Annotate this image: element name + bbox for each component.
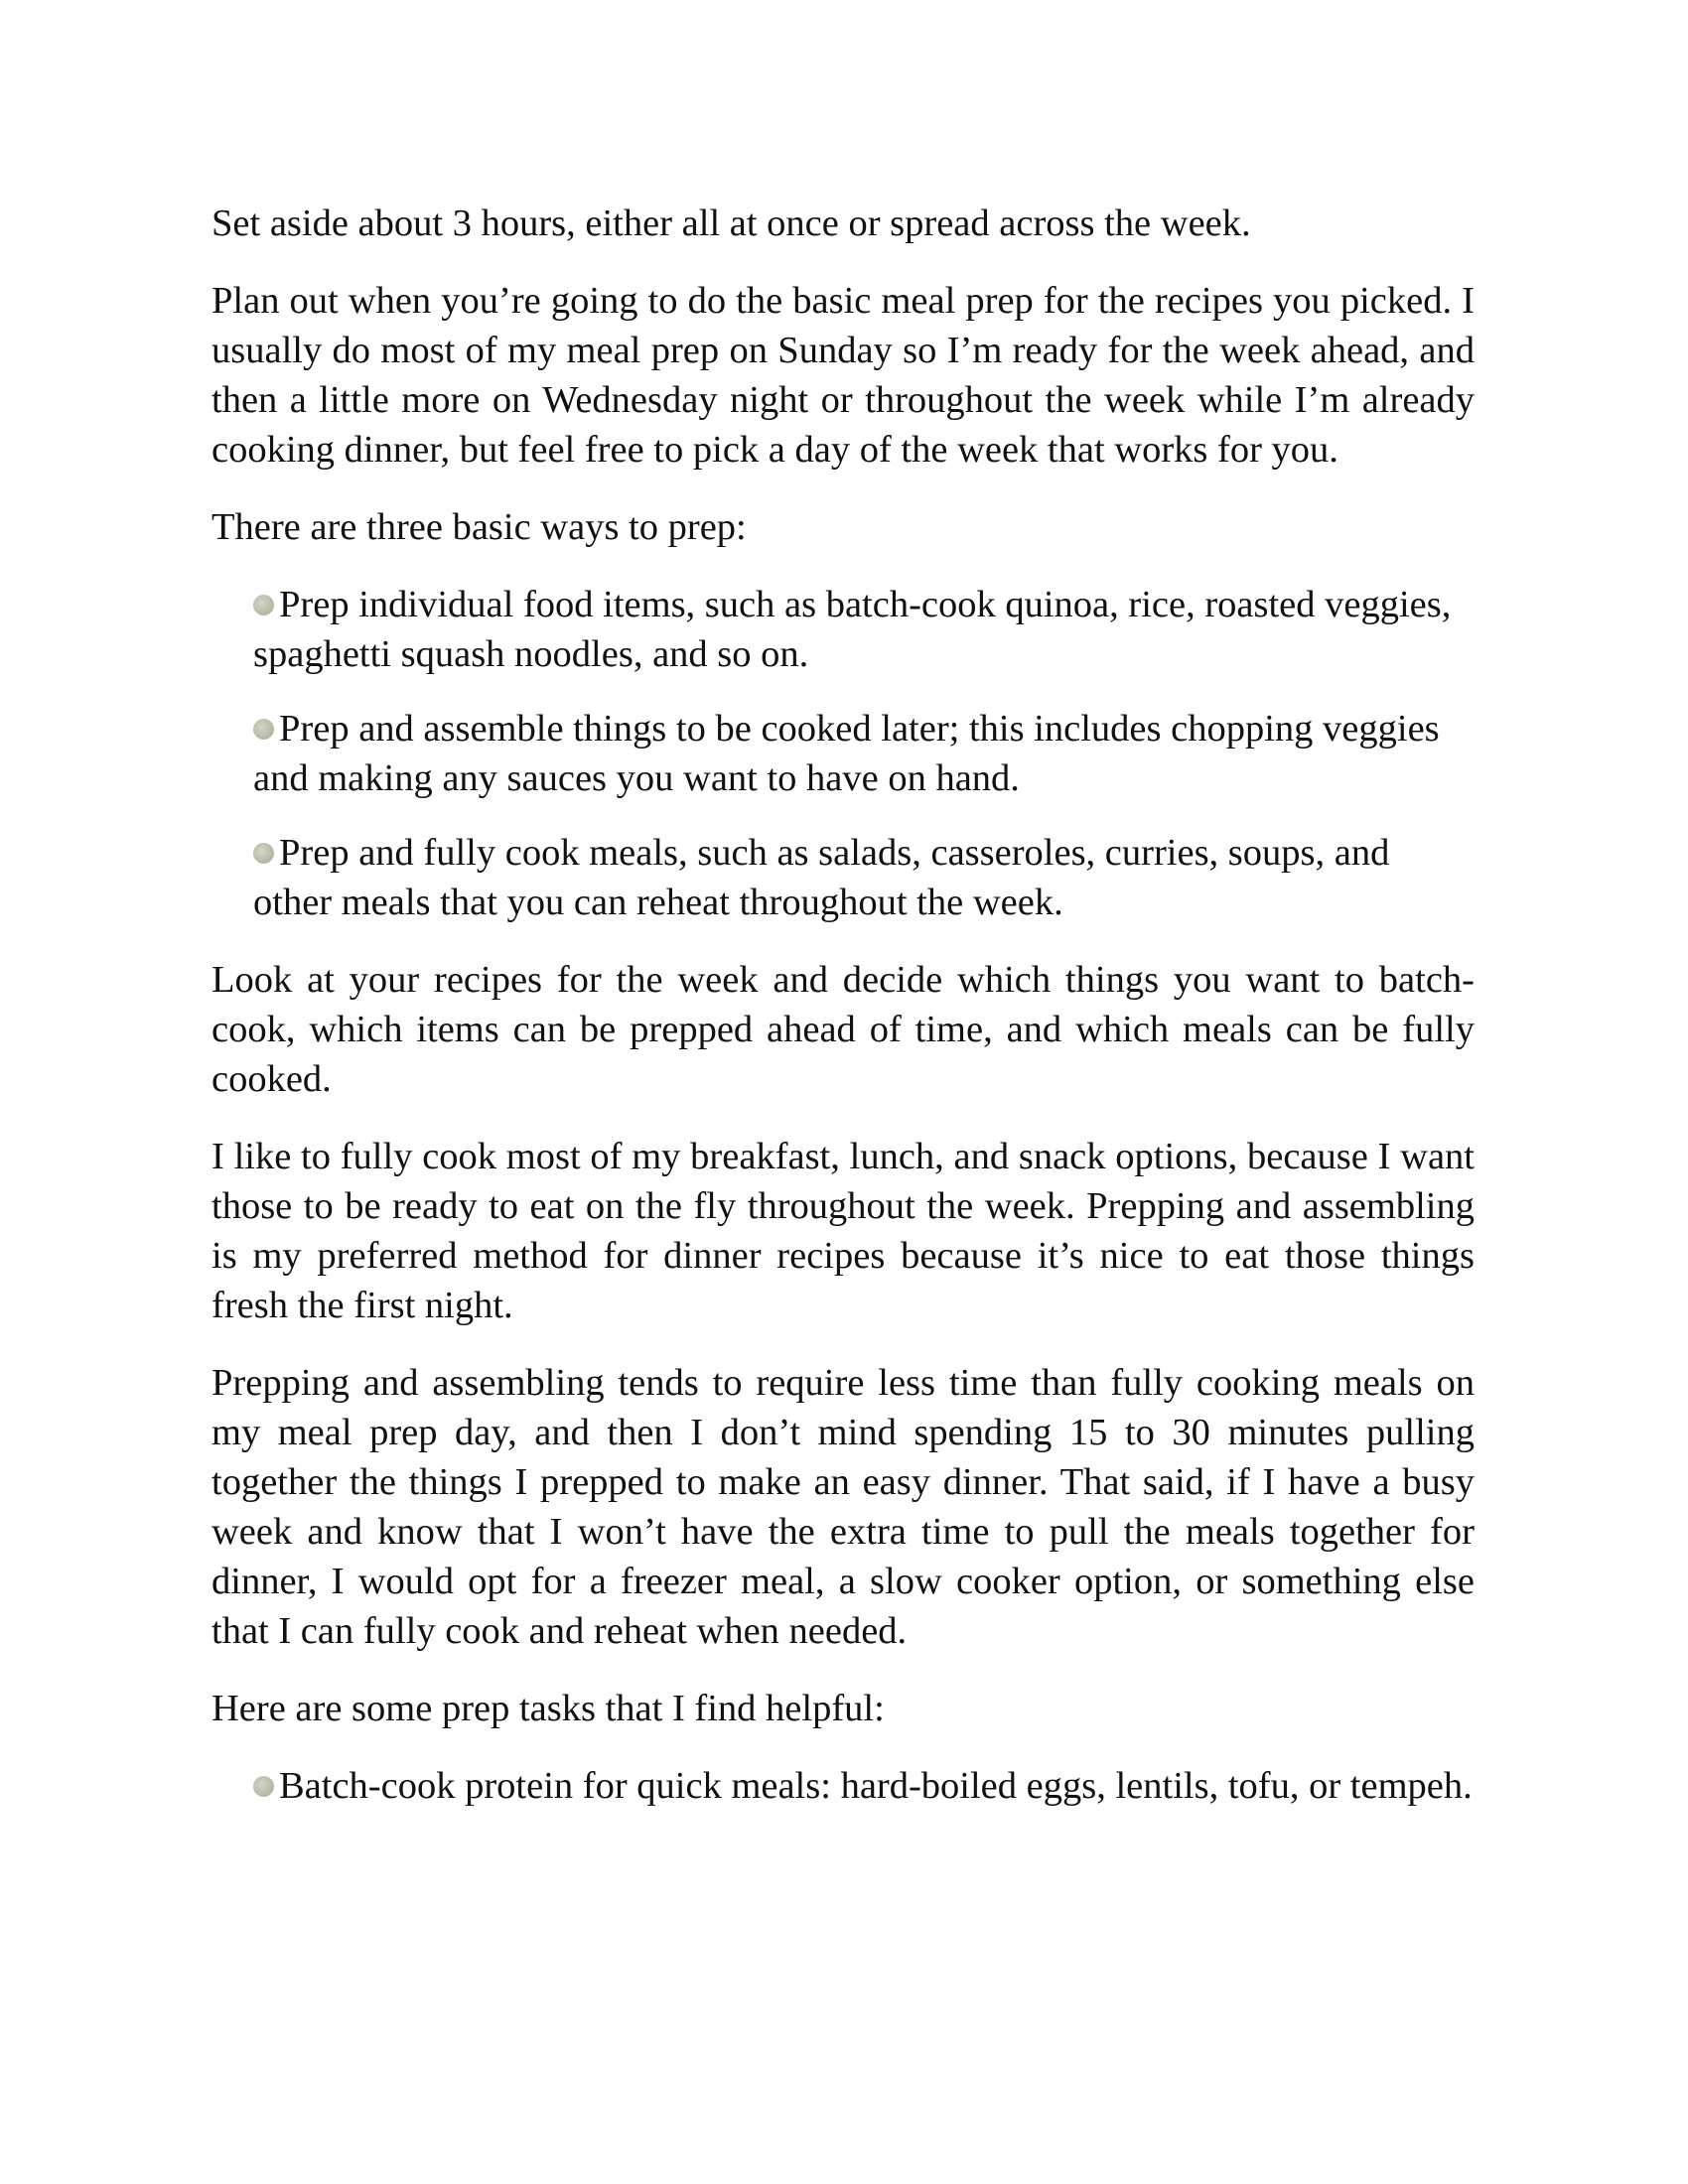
- list-item-text: Prep and assemble things to be cooked later; this includes chopping veggies and making any sauces you want to have on hand.: [253, 708, 1440, 799]
- paragraph-prep-tasks-intro: Here are some prep tasks that I find helpful:: [211, 1688, 885, 1729]
- paragraph-fully-cook: I like to fully cook most of my breakfast, lunch, and snack options, because I want those to be ready to eat on the fly throughout the week. Prepping and assembling is my preferred method for dinner recipes because it’s nice to eat those things fresh the first night.: [211, 1136, 1475, 1326]
- prep-ways-list: [211, 580, 1475, 927]
- prep-tasks-list: [211, 1761, 1475, 1811]
- paragraph-prep-ways-intro: There are three basic ways to prep:: [211, 506, 747, 548]
- paragraph-prepping-assembling: Prepping and assembling tends to require less time than fully cooking meals on my meal prep day, and then I don’t mind spending 15 to 30 minutes pulling together the things I prepped to make an easy dinner. That said, if I have a busy week and know that I won’t have the extra time to pull the meals together for dinner, I would opt for a freezer meal, a slow cooker option, or something else that I can fully cook and reheat when needed.: [211, 1362, 1475, 1652]
- green-circle-bullet-icon: [253, 843, 274, 864]
- green-circle-bullet-icon: [253, 1776, 274, 1797]
- document-page: [211, 199, 1475, 1839]
- list-item: [253, 1761, 1475, 1811]
- paragraph-recipes-decide: Look at your recipes for the week and decide which things you want to batch-cook, which items can be prepped ahead of time, and which meals can be fully cooked.: [211, 959, 1475, 1100]
- green-circle-bullet-icon: [253, 719, 274, 740]
- list-item-text: Prep individual food items, such as batch-cook quinoa, rice, roasted veggies, spaghetti squash noodles, and so on.: [253, 584, 1452, 675]
- list-item-text: Batch-cook protein for quick meals: hard-boiled eggs, lentils, tofu, or tempeh.: [279, 1765, 1473, 1807]
- green-circle-bullet-icon: [253, 595, 274, 615]
- list-item: [253, 828, 1475, 927]
- paragraph-plan: Plan out when you’re going to do the basic meal prep for the recipes you picked. I usually do most of my meal prep on Sunday so I’m ready for the week ahead, and then a little more on Wednesday night or throughout the week while I’m already cooking dinner, but feel free to pick a day of the week that works for you.: [211, 280, 1475, 471]
- list-item-text: Prep and fully cook meals, such as salads, casseroles, curries, soups, and other meals that you can reheat throughout the week.: [253, 832, 1390, 923]
- list-item: [253, 580, 1475, 679]
- list-item: [253, 704, 1475, 803]
- paragraph-time: Set aside about 3 hours, either all at once or spread across the week.: [211, 203, 1251, 244]
